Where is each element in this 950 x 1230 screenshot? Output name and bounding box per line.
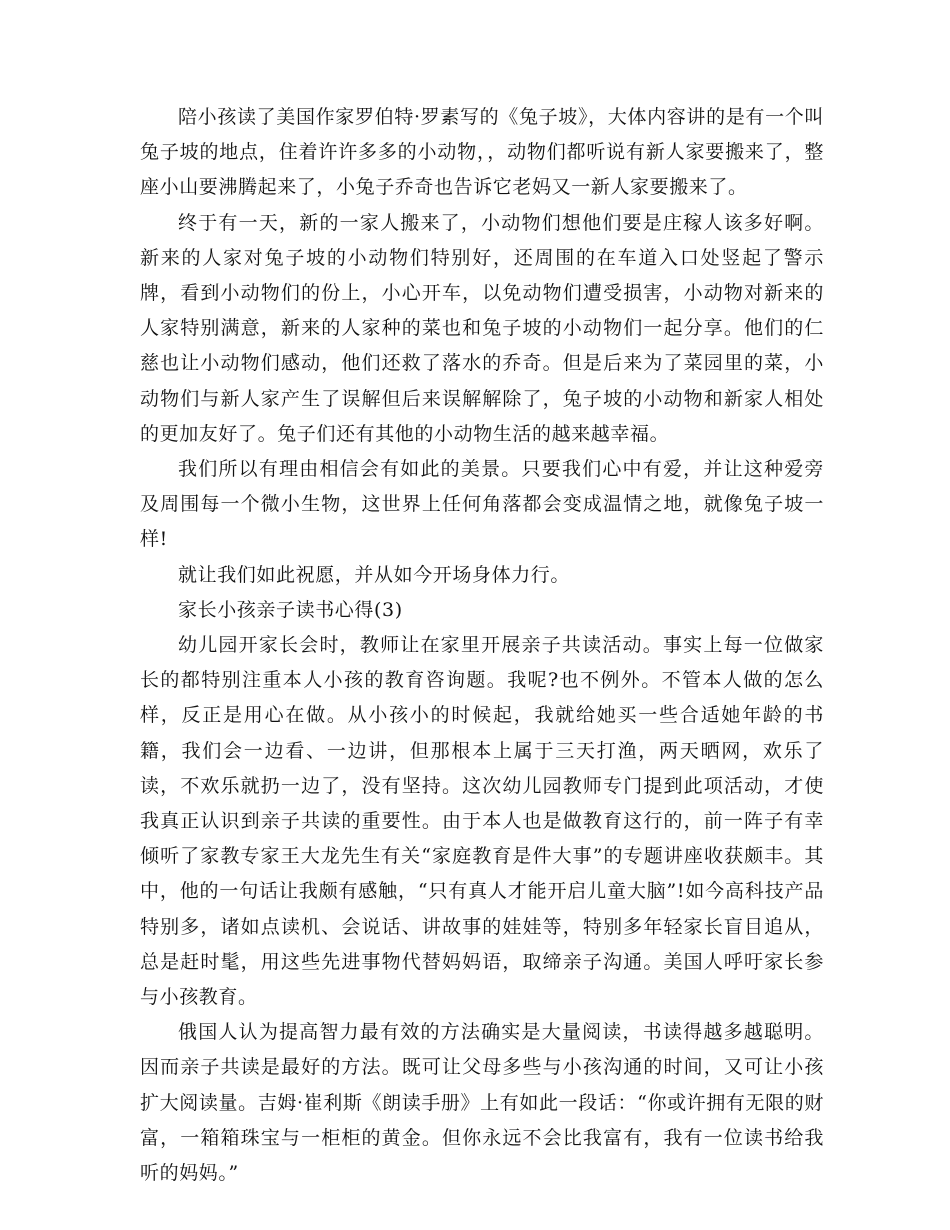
document-body [140, 100, 824, 1191]
paragraph-new-family: 终于有一天，新的一家人搬来了，小动物们想他们要是庄稼人该多好啊。新来的人家对兔子坡的小动物们特别好，还周围的在车道入口处竖起了警示牌，看到小动物们的份上，小心开车，以免动物们遭受损害，小动物对新来的人家特别满意，新来的人家种的菜也和兔子坡的小动物们一起分享。他们的仁慈也让小动物们感动，他们还救了落水的乔奇。但是后来为了菜园里的菜，小动物们与新人家产生了误解但后来误解解除了，兔子坡的小动物和新家人相处的更加友好了。兔子们还有其他的小动物生活的越来越幸福。 [140, 211, 824, 445]
section-heading: 家长小孩亲子读书心得(3) [178, 598, 403, 621]
paragraph-wish: 就让我们如此祝愿，并从如今开场身体力行。 [178, 563, 571, 586]
paragraph-love-reflection: 我们所以有理由相信会有如此的美景。只要我们心中有爱，并让这种爱旁及周围每一个微小生物，这世界上任何角落都会变成温情之地，就像兔子坡一样! [140, 458, 824, 551]
paragraph-rabbit-hill-intro: 陪小孩读了美国作家罗伯特·罗素写的《兔子坡》，大体内容讲的是有一个叫兔子坡的地点，住着许许多多的小动物，，动物们都听说有新人家要搬来了，整座小山要沸腾起来了，小兔子乔奇也告诉它老妈又一新人家要搬来了。 [140, 106, 824, 199]
paragraph-parent-meeting: 幼儿园开家长会时，教师让在家里开展亲子共读活动。事实上每一位做家长的都特别注重本人小孩的教育咨询题。我呢?也不例外。不管本人做的怎么样，反正是用心在做。从小孩小的时候起，我就给她买一些合适她年龄的书籍，我们会一边看、一边讲，但那根本上属于三天打渔，两天晒网，欢乐了读，不欢乐就扔一边了，没有坚持。这次幼儿园教师专门提到此项活动，才使我真正认识到亲子共读的重要性。由于本人也是做教育这行的，前一阵子有幸倾听了家教专家王大龙先生有关“家庭教育是件大事”的专题讲座收获颇丰。其中，他的一句话让我颇有感触，“只有真人才能开启儿童大脑”!如今高科技产品特别多，诸如点读机、会说话、讲故事的娃娃等，特别多年轻家长盲目追从，总是赶时髦，用这些先进事物代替妈妈语，取缔亲子沟通。美国人呼吁家长参与小孩教育。 [140, 634, 824, 1009]
paragraph-reading-quote: 俄国人认为提高智力最有效的方法确实是大量阅读，书读得越多越聪明。因而亲子共读是最好的方法。既可让父母多些与小孩沟通的时间，又可让小孩扩大阅读量。吉姆·崔利斯《朗读手册》上有如此一段话：“你或许拥有无限的财富，一箱箱珠宝与一柜柜的黄金。但你永远不会比我富有，我有一位读书给我听的妈妈。” [140, 1021, 824, 1185]
